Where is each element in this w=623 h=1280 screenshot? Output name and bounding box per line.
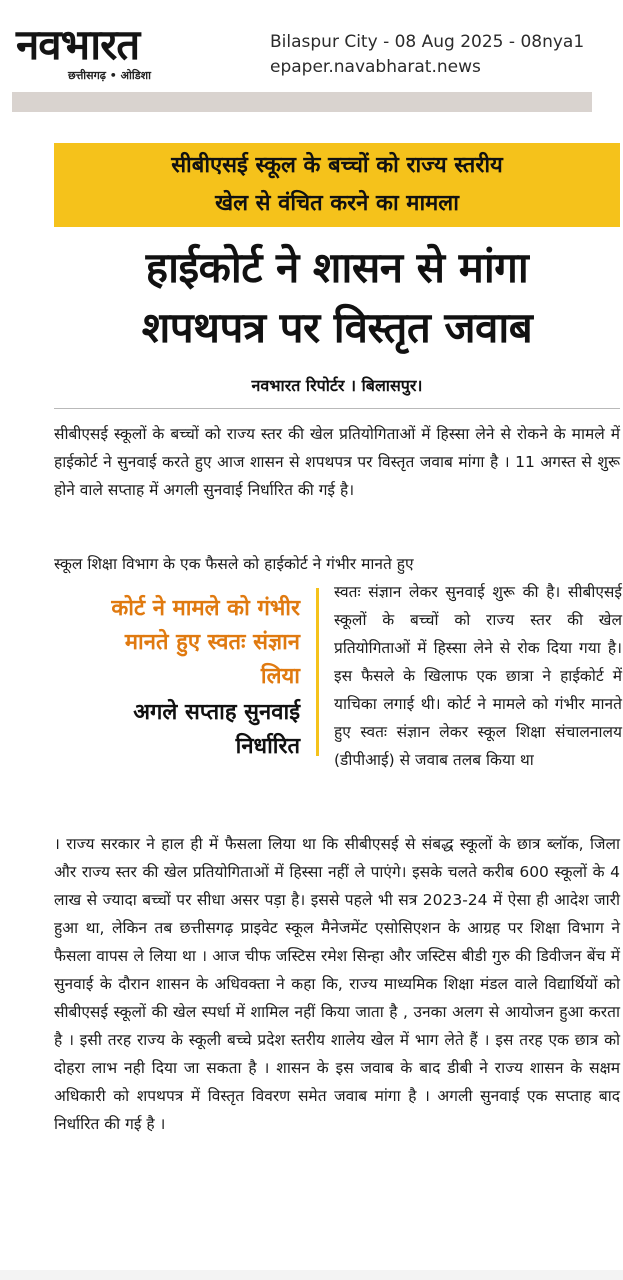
pull-quote-main: कोर्ट ने मामले को गंभीर मानते हुए स्वतः संज्ञान लिया bbox=[111, 596, 300, 689]
kicker-line-2: खेल से वंचित करने का मामला bbox=[215, 191, 459, 216]
edition-info bbox=[270, 30, 584, 80]
headline-line-1: हाईकोर्ट ने शासन से मांगा bbox=[145, 243, 529, 292]
edition-site: epaper.navabharat.news bbox=[270, 57, 481, 77]
edition-line: Bilaspur City - 08 Aug 2025 - 08nya1 bbox=[270, 32, 585, 52]
logo-region: छत्तीसगढ़ • ओडिशा bbox=[68, 69, 151, 82]
article-clipping bbox=[28, 118, 622, 1278]
article-paragraph-3: । राज्य सरकार ने हाल ही में फैसला लिया था कि सीबीएसई से संबद्ध स्कूलों के छात्र ब्लॉक, जिला और राज्य स्तर की खेल प्रतियोगिताओं में हिस्सा नहीं ले पाएंगे। इसके चलते करीब 600 स्कूलों के 4 लाख से ज्यादा बच्चों पर सीधा असर पड़ा है। इससे पहले भी सत्र 2023-24 में ऐसा ही आदेश जारी हुआ था, लेकिन तब छत्तीसगढ़ प्राइवेट स्कूल मैनेजमेंट एसोसिएशन के आग्रह पर शिक्षा विभाग ने फैसला वापस ले लिया था । आज चीफ जस्टिस रमेश सिन्हा और जस्टिस बीडी गुरु की डिवीजन बेंच में सुनवाई के दौरान शासन के अधिवक्ता ने कहा कि, राज्य माध्यमिक शिक्षा मंडल वाले विद्यार्थियों को सीबीएसई स्कूलों की खेल स्पर्धा में शामिल नहीं किया जाता है , उनका अलग से आयोजन हुआ करता है । इसी तरह राज्य के स्कूली बच्चे प्रदेश स्तरीय शालेय खेल में भाग लेते हैं । इस तरह एक छात्र को दोहरा लाभ नही दिया जा सकता है । शासन के इस जवाब के बाद डीबी ने राज्य शासन के सक्षम अधिकारी को शपथपत्र में विस्तृत विवरण समेत जवाब मांगा है । अगली सुनवाई एक सप्ताह बाद निर्धारित की गई है । bbox=[54, 835, 620, 1133]
pull-quote-sub: अगले सप्ताह सुनवाई निर्धारित bbox=[133, 700, 300, 759]
headline-line-2: शपथपत्र पर विस्तृत जवाब bbox=[141, 303, 533, 352]
article-paragraph-2-column: स्वतः संज्ञान लेकर सुनवाई शुरू की है। सीबीएसई स्कूलों के बच्चों को राज्य स्तर की खेल प्रतियोगिताओं में हिस्सा लेने से रोक दिया गया है। इस फैसले के खिलाफ एक छात्रा ने हाईकोर्ट में याचिका लगाई थी। कोर्ट ने मामले को गंभीर मानते हुए स्वतः संज्ञान लेकर स्कूल शिक्षा संचालनालय (डीपीआई) से जवाब तलब किया था bbox=[334, 583, 622, 769]
masthead bbox=[0, 0, 623, 95]
logo-wordmark: नवभारत bbox=[16, 20, 140, 69]
page-border bbox=[12, 92, 592, 112]
pull-quote bbox=[90, 592, 300, 764]
article-byline: नवभारत रिपोर्टर । बिलासपुर। bbox=[251, 376, 423, 395]
kicker-line-1: सीबीएसई स्कूल के बच्चों को राज्य स्तरीय bbox=[171, 153, 503, 178]
article-paragraph-1: सीबीएसई स्कूलों के बच्चों को राज्य स्तर की खेल प्रतियोगिताओं में हिस्सा लेने से रोकने के मामले में हाईकोर्ट ने सुनवाई करते हुए आज शासन से शपथपत्र पर विस्तृत जवाब मांगा है । 11 अगस्त से शुरू होने वाले सप्ताह में अगली सुनवाई निर्धारित की गई है। bbox=[54, 425, 620, 499]
pull-quote-bar bbox=[316, 588, 319, 756]
article-headline bbox=[54, 238, 620, 358]
byline-divider bbox=[54, 408, 620, 409]
article-kicker bbox=[54, 143, 620, 227]
newspaper-logo bbox=[16, 22, 248, 83]
bottom-margin bbox=[0, 1270, 623, 1280]
article-paragraph-2-lead: स्कूल शिक्षा विभाग के एक फैसले को हाईकोर्ट ने गंभीर मानते हुए bbox=[54, 555, 414, 573]
